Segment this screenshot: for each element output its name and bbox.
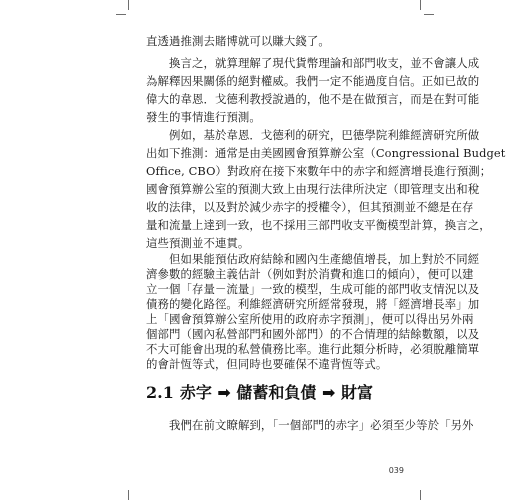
- body-line: 立一個「存量－流量」一致的模型，生成可能的部門收支情況以及: [146, 282, 480, 296]
- body-line: 量和流量上達到一致，也不採用三部門收支平衡模型計算，換言之，: [146, 218, 491, 232]
- body-line: 個部門（國內私營部門和國外部門）的不合情理的結餘數額，以及: [146, 327, 480, 341]
- body-line: 偉大的韋恩．戈德利教授說過的，他不是在做預言，而是在對可能: [146, 92, 480, 106]
- body-line: 例如，基於韋恩．戈德利的研究，巴德學院利維經濟研究所做: [169, 128, 480, 142]
- page-number: 039: [388, 466, 404, 475]
- body-line: Office, CBO）對政府在接下來數年中的赤字和經濟增長進行預測；: [146, 164, 492, 178]
- body-line: 出如下推測：通常是由美國國會預算辦公室（Congressional Budget: [146, 146, 506, 160]
- crop-mark-bottom-right: [420, 490, 421, 500]
- crop-mark-top-left-h: [116, 14, 126, 15]
- body-line: 但如果能預估政府結餘和國內生產總值增長，加上對於不同經: [169, 252, 480, 266]
- body-line: 國會預算辦公室的預測大致上由現行法律所決定（即管理支出和稅: [146, 182, 480, 196]
- crop-mark-bottom-left: [128, 490, 129, 500]
- body-line: 換言之，就算理解了現代貨幣理論和部門收支，並不會讓人成: [169, 56, 480, 70]
- section-heading: [146, 383, 373, 403]
- section-title: 赤字 ➡ 儲蓄和負債 ➡ 財富: [179, 383, 373, 402]
- body-line: 收的法律，以及對於減少赤字的授權令），但其預測並不總是在存: [146, 200, 474, 214]
- body-line: 發生的事情進行預測。: [146, 110, 261, 124]
- body-line: 這些預測並不連貫。: [146, 236, 250, 250]
- crop-mark-top-left: [128, 0, 129, 10]
- body-line: 上「國會預算辦公室所使用的政府赤字預測」，便可以得出另外兩: [146, 312, 474, 326]
- section-number: 2.1: [146, 383, 174, 402]
- body-line: 濟參數的經驗主義估計（例如對於消費和進口的傾向），便可以建: [146, 267, 474, 281]
- body-line: 為解釋因果關係的絕對權威。我們一定不能過度自信。正如已故的: [146, 74, 480, 88]
- body-line: 債務的變化路徑。利維經濟研究所經常發現，將「經濟增長率」加: [146, 297, 480, 311]
- body-line: 我們在前文瞭解到，「一個部門的赤字」必須至少等於「另外: [169, 418, 474, 432]
- body-line: 直透過推測去賭博就可以賺大錢了。: [146, 34, 330, 48]
- crop-mark-top-right: [420, 0, 421, 10]
- body-line: 的會計恆等式，但同時也要確保不違背恆等式。: [146, 357, 388, 371]
- body-line: 不大可能會出現的私營債務比率。進行此類分析時，必須脫離簡單: [146, 342, 480, 356]
- crop-mark-top-right-h: [424, 14, 434, 15]
